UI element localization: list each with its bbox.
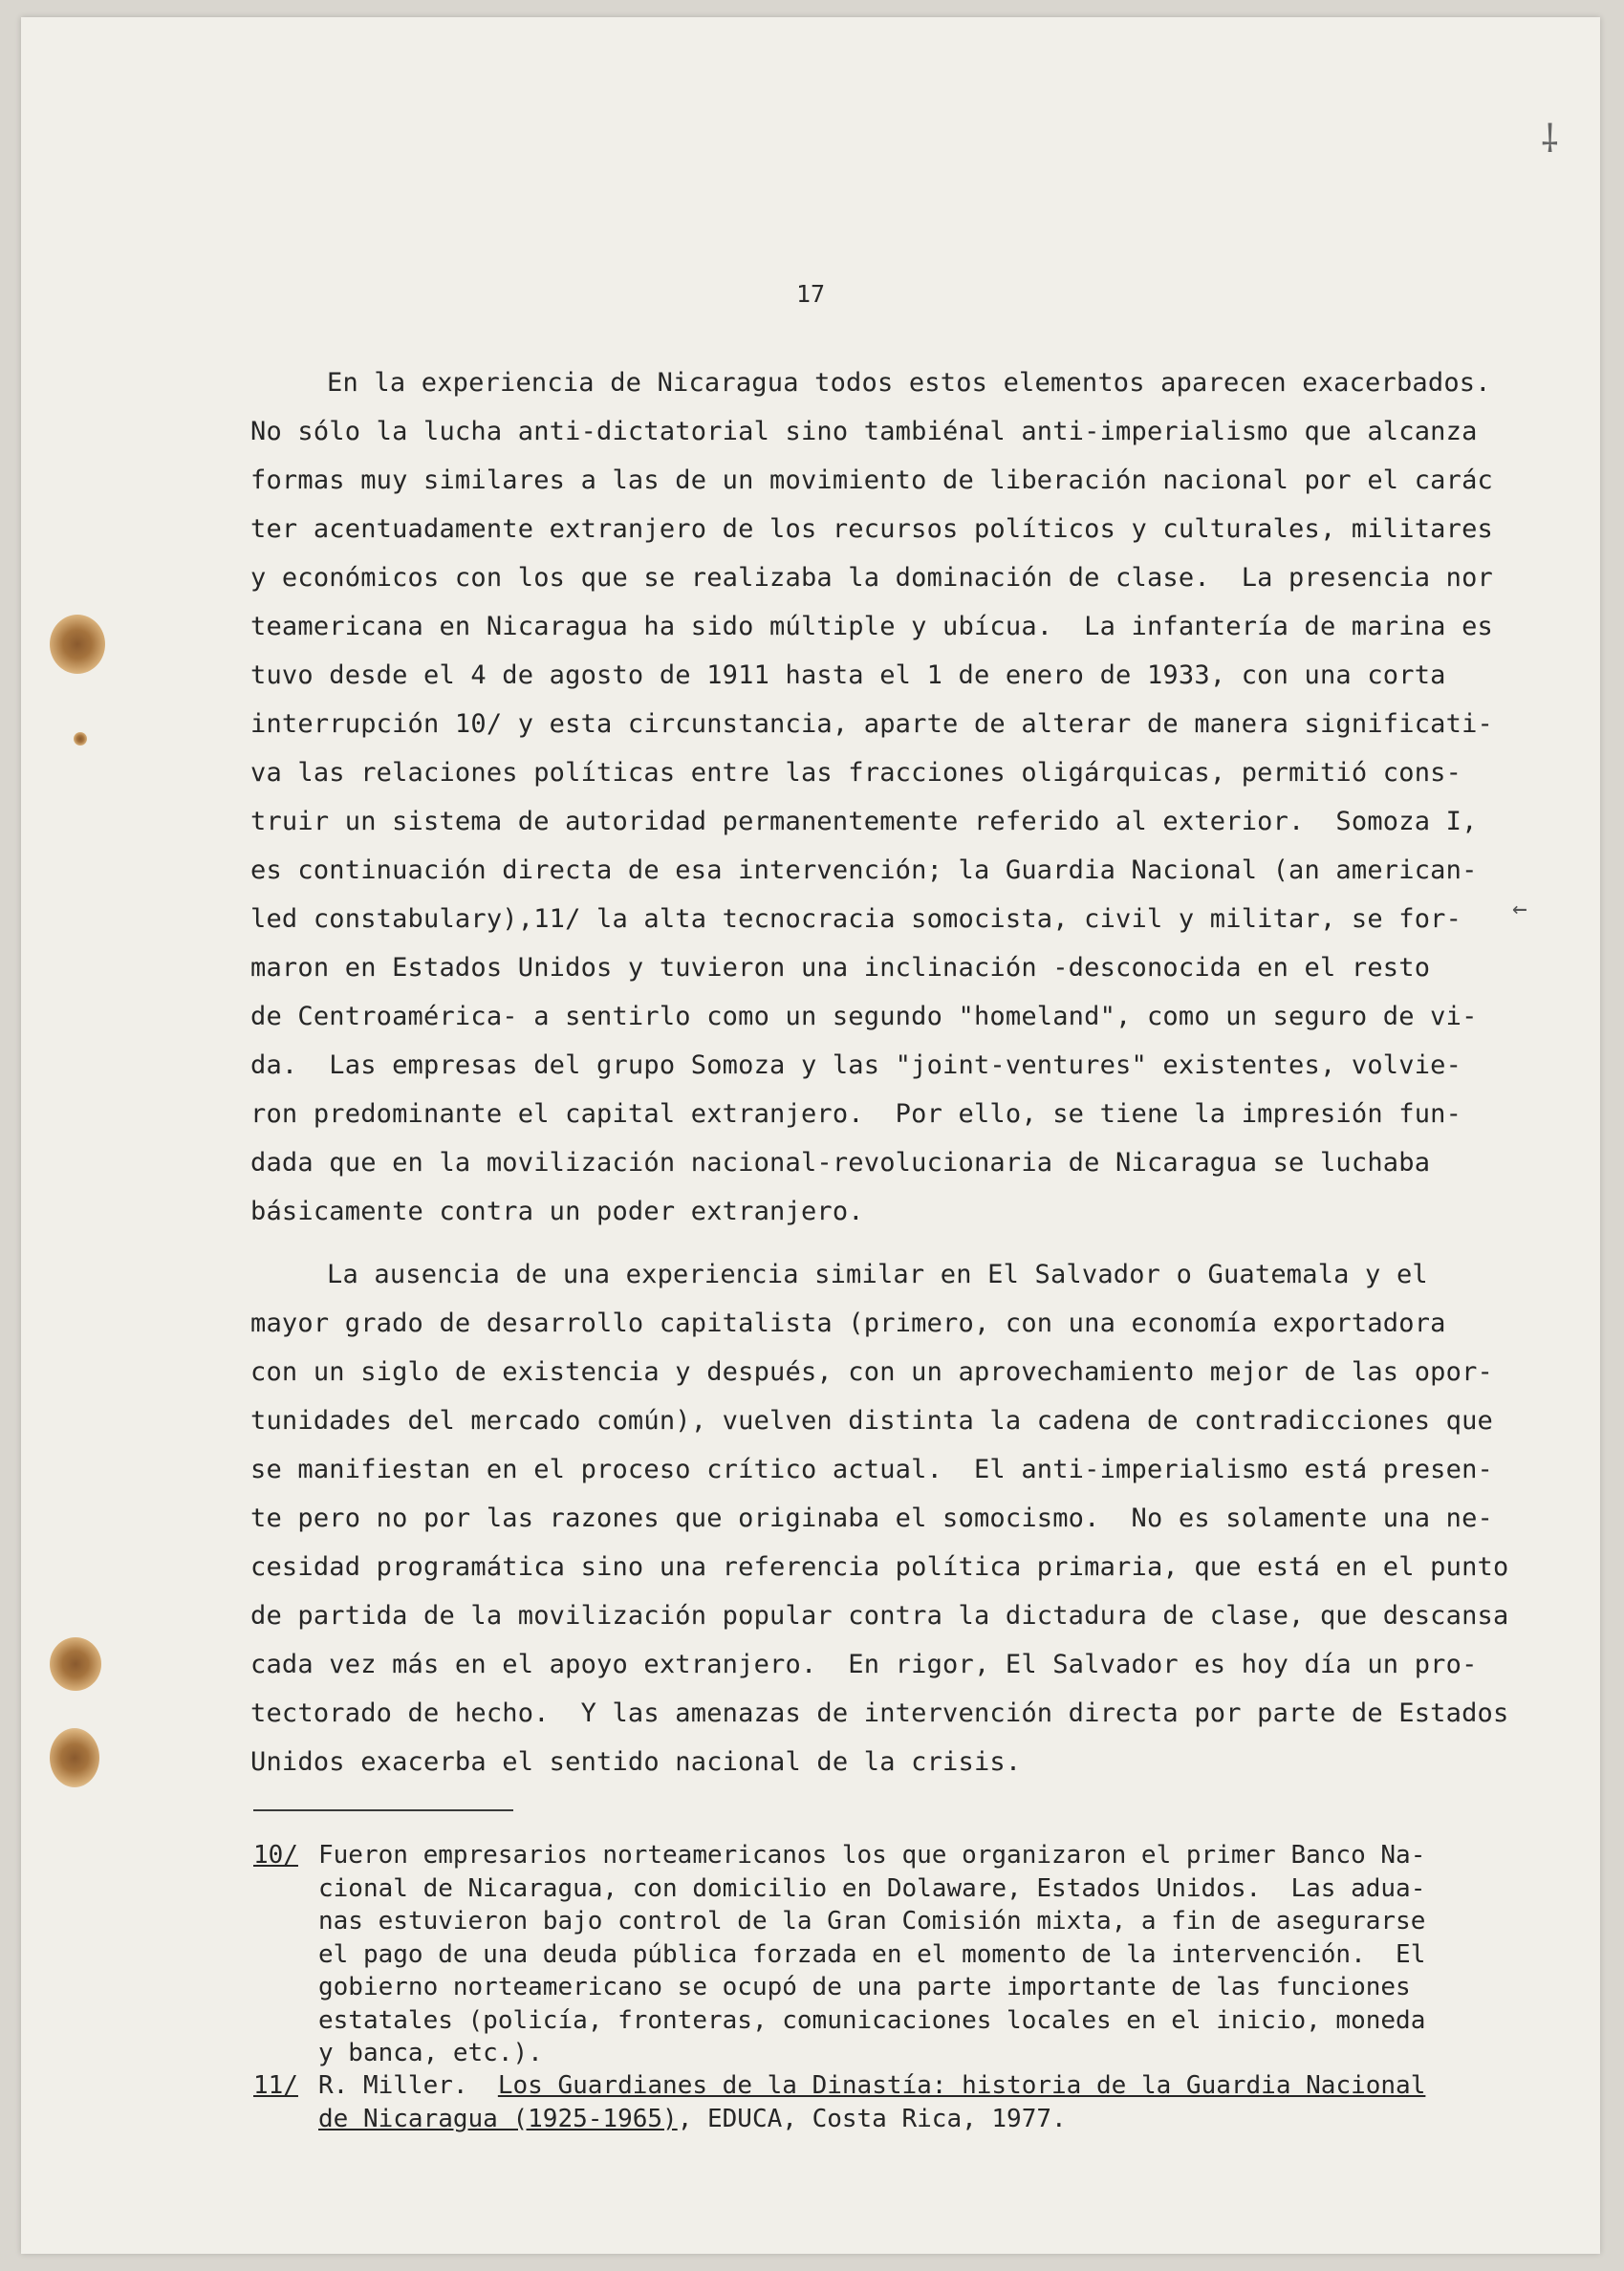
text-line: formas muy similares a las de un movimiento de liberación nacional por el carác (250, 465, 1493, 495)
text-line: La ausencia de una experiencia similar en El Salvador o Guatemala y el (327, 1260, 1428, 1289)
text-line: con un siglo de existencia y después, con un aprovechamiento mejor de las opor- (250, 1357, 1493, 1387)
punch-hole-stain (50, 1637, 101, 1691)
text-line: tectorado de hecho. Y las amenazas de intervención directa por parte de Estados (250, 1698, 1509, 1728)
footnote-divider (253, 1809, 513, 1811)
margin-scribble-icon: ⸸ (1541, 118, 1559, 162)
citation-title: de Nicaragua (1925-1965) (318, 2104, 678, 2133)
paragraph-1 (250, 358, 1570, 1236)
text-line: te pero no por las razones que originaba el somocismo. No es solamente una ne- (250, 1503, 1493, 1533)
text-line: es continuación directa de esa intervención; la Guardia Nacional (an american- (250, 855, 1478, 885)
text-line: led constabulary),11/ la alta tecnocracia somocista, civil y militar, se for- (250, 904, 1462, 934)
footnote-author: R. Miller. (318, 2071, 468, 2100)
citation-publisher: , EDUCA, Costa Rica, 1977. (677, 2104, 1067, 2133)
footnote-line (253, 1938, 1572, 1972)
citation-title: Los Guardianes de la Dinastía: historia de la Guardia Nacional (497, 2071, 1426, 2100)
footnote-line (253, 1872, 1572, 1906)
footnote-11 (253, 2069, 1572, 2135)
text-line: No sólo la lucha anti-dictatorial sino tambiénal anti-imperialismo que alcanza (250, 417, 1478, 446)
text-line: dada que en la movilización nacional-revolucionaria de Nicaragua se luchaba (250, 1148, 1431, 1178)
text-line: se manifiestan en el proceso crítico actual. El anti-imperialismo está presen- (250, 1455, 1493, 1484)
text-line: de partida de la movilización popular contra la dictadura de clase, que descansa (250, 1601, 1509, 1631)
footnote-10 (253, 1839, 1572, 2070)
text-line: teamericana en Nicaragua ha sido múltiple y ubícua. La infantería de marina es (250, 612, 1493, 641)
text-line: maron en Estados Unidos y tuvieron una inclinación -desconocida en el resto (250, 953, 1431, 983)
footnote-line (253, 1971, 1572, 2004)
footnote-line (253, 2069, 1572, 2103)
text-line: cada vez más en el apoyo extranjero. En rigor, El Salvador es hoy día un pro- (250, 1650, 1478, 1679)
text-line: cesidad programática sino una referencia política primaria, que está en el punto (250, 1552, 1509, 1582)
text-line: tuvo desde el 4 de agosto de 1911 hasta el 1 de enero de 1933, con una corta (250, 660, 1446, 690)
footnote-text: nas estuvieron bajo control de la Gran Comisión mixta, a fin de asegurarse (318, 1907, 1426, 1936)
paragraph-2 (250, 1250, 1570, 1786)
text-line: En la experiencia de Nicaragua todos estos elementos aparecen exacerbados. (327, 368, 1491, 398)
footnote-text: Fueron empresarios norteamericanos los que organizaron el primer Banco Na- (318, 1841, 1426, 1870)
footnote-text: estatales (policía, fronteras, comunicaciones locales en el inicio, moneda (318, 2005, 1426, 2035)
footnote-text: y banca, etc.). (318, 2039, 543, 2067)
text-line: tunidades del mercado común), vuelven distinta la cadena de contradicciones que (250, 1406, 1493, 1436)
punch-hole-stain (50, 615, 105, 674)
margin-arrow-icon: ← (1512, 895, 1527, 923)
text-line: Unidos exacerba el sentido nacional de la crisis. (250, 1747, 1022, 1777)
text-line: ron predominante el capital extranjero. Por ello, se tiene la impresión fun- (250, 1099, 1462, 1129)
footnote-mark: 10/ (253, 1841, 298, 1870)
text-line: truir un sistema de autoridad permanentemente referido al exterior. Somoza I, (250, 807, 1478, 836)
footnote-mark: 11/ (253, 2071, 298, 2100)
footnote-text: cional de Nicaragua, con domicilio en Dolaware, Estados Unidos. Las adua- (318, 1873, 1426, 1903)
footnote-line (253, 2103, 1572, 2136)
punch-hole-stain (50, 1728, 99, 1787)
document-page (21, 17, 1600, 2254)
text-line: ter acentuadamente extranjero de los recursos políticos y culturales, militares (250, 514, 1493, 544)
text-line: y económicos con los que se realizaba la dominación de clase. La presencia nor (250, 563, 1493, 593)
page-number: 17 (795, 280, 826, 308)
punch-hole-stain (74, 732, 87, 746)
text-line: básicamente contra un poder extranjero. (250, 1197, 864, 1226)
footnote-line (253, 1839, 1572, 1872)
text-line: de Centroamérica- a sentirlo como un segundo "homeland", como un seguro de vi- (250, 1002, 1478, 1031)
footnote-line (253, 2004, 1572, 2038)
footnote-line (253, 2037, 1572, 2070)
text-line: va las relaciones políticas entre las fracciones oligárquicas, permitió cons- (250, 758, 1462, 788)
text-line: da. Las empresas del grupo Somoza y las "joint-ventures" existentes, volvie- (250, 1050, 1462, 1080)
footnote-text: el pago de una deuda pública forzada en el momento de la intervención. El (318, 1939, 1426, 1969)
footnote-line (253, 1905, 1572, 1938)
text-line: mayor grado de desarrollo capitalista (primero, con una economía exportadora (250, 1309, 1446, 1338)
text-line: interrupción 10/ y esta circunstancia, aparte de alterar de manera significati- (250, 709, 1493, 739)
footnote-text: gobierno norteamericano se ocupó de una parte importante de las funciones (318, 1973, 1411, 2001)
